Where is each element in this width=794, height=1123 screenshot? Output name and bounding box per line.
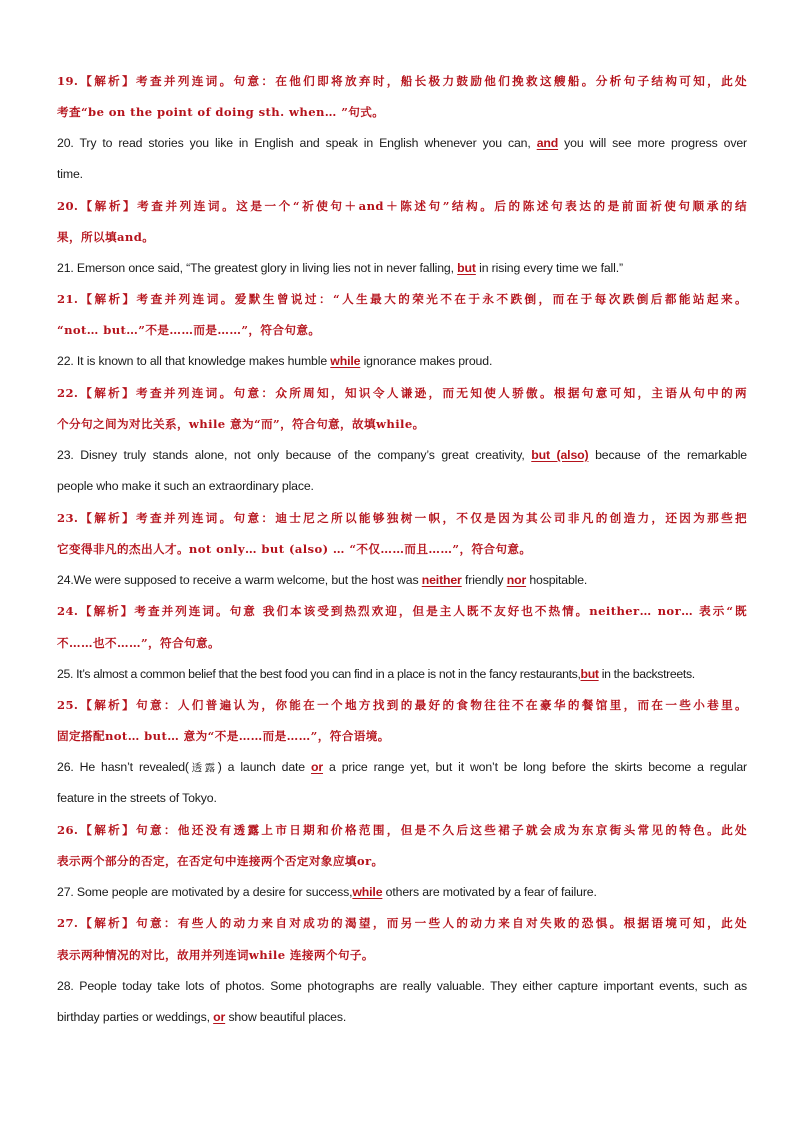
question-23-line2: people who make it such an extraordinary place. bbox=[57, 479, 314, 493]
answer-21: but bbox=[457, 261, 476, 275]
answer-23: but (also) bbox=[531, 448, 589, 462]
question-22-line1: 22. It is known to all that knowledge makes humble while ignorance makes proud. bbox=[57, 354, 493, 368]
question-26-line2: feature in the streets of Tokyo. bbox=[57, 791, 217, 805]
answer-22: while bbox=[330, 354, 361, 368]
explanation-24-line2: 不……也不……”，符合句意。 bbox=[57, 636, 220, 650]
answer-25: but bbox=[580, 667, 599, 681]
explanation-20-line2: 果，所以填and。 bbox=[57, 230, 155, 244]
answer-26: or bbox=[311, 760, 324, 774]
question-20-line2: time. bbox=[57, 167, 83, 181]
answer-27: while bbox=[352, 885, 383, 899]
question-28-line1: 28. People today take lots of photos. Some photographs are really valuable. They either capture important events, such as bbox=[57, 979, 747, 993]
explanation-19-line2: 考查“be on the point of doing sth. when… ”句式。 bbox=[57, 105, 385, 119]
explanation-26-line2: 表示两个部分的否定，在否定句中连接两个否定对象应填or。 bbox=[57, 854, 384, 868]
explanation-22-line2: 个分句之间为对比关系，while 意为“而”，符合句意，故填while。 bbox=[57, 417, 425, 431]
explanation-23-line1: 23.【解析】考查并列连词。句意：迪士尼之所以能够独树一帜，不仅是因为其公司非凡的创造力，还因为那些把 bbox=[57, 511, 747, 525]
question-28-line2: birthday parties or weddings, or show beautiful places. bbox=[57, 1010, 347, 1024]
explanation-20-line1: 20.【解析】考查并列连词。这是一个“祈使句＋and＋陈述句”结构。后的陈述句表达的是前面祈使句顺承的结 bbox=[57, 199, 747, 213]
explanation-25-line1: 25.【解析】句意：人们普遍认为，你能在一个地方找到的最好的食物往往不在豪华的餐馆里，而在一些小巷里。 bbox=[57, 698, 747, 712]
explanation-24-line1: 24.【解析】考查并列连词。句意 我们本该受到热烈欢迎，但是主人既不友好也不热情。neither… nor… 表示“既 bbox=[57, 604, 747, 618]
explanation-27-line1: 27.【解析】句意：有些人的动力来自对成功的渴望，而另一些人的动力来自对失败的恐惧。根据语境可知，此处 bbox=[57, 916, 747, 930]
question-23-line1: 23. Disney truly stands alone, not only because of the company’s great creativity, but (also) because of the remarkable bbox=[57, 448, 747, 462]
explanation-27-line2: 表示两种情况的对比，故用并列连词while 连接两个句子。 bbox=[57, 948, 374, 962]
explanation-23-line2: 它变得非凡的杰出人才。not only… but (also) … “不仅……而且……”，符合句意。 bbox=[57, 542, 532, 556]
explanation-22-line1: 22.【解析】考查并列连词。句意：众所周知，知识令人谦逊，而无知使人骄傲。根据句意可知，主语从句中的两 bbox=[57, 386, 747, 400]
question-27-line1: 27. Some people are motivated by a desire for success,while others are motivated by a fear of failure. bbox=[57, 885, 597, 899]
explanation-21-line1: 21.【解析】考查并列连词。爱默生曾说过：“人生最大的荣光不在于永不跌倒，而在于每次跌倒后都能站起来。 bbox=[57, 292, 747, 306]
question-26-line1: 26. He hasn’t revealed(透露) a launch date or a price range yet, but it won’t be long before the skirts become a regular bbox=[57, 760, 747, 774]
explanation-25-line2: 固定搭配not… but… 意为“不是……而是……”，符合语境。 bbox=[57, 729, 390, 743]
answer-28: or bbox=[213, 1010, 226, 1024]
answer-20: and bbox=[536, 136, 559, 150]
question-21-line1: 21. Emerson once said, “The greatest glory in living lies not in never falling, but in rising every time we fall.” bbox=[57, 261, 623, 275]
explanation-19-line1: 19.【解析】考查并列连词。句意：在他们即将放弃时，船长极力鼓励他们挽救这艘船。分析句子结构可知，此处 bbox=[57, 74, 747, 88]
question-20-line1: 20. Try to read stories you like in English and speak in English whenever you can, and you will see more progress over bbox=[57, 136, 747, 150]
explanation-26-line1: 26.【解析】句意：他还没有透露上市日期和价格范围，但是不久后这些裙子就会成为东京街头常见的特色。此处 bbox=[57, 823, 747, 837]
question-25-line1: 25. It’s almost a common belief that the best food you can find in a place is not in the fancy restaurants,but in the backstreets. bbox=[57, 667, 695, 681]
explanation-21-line2: “not… but…”不是……而是……”，符合句意。 bbox=[57, 323, 321, 337]
answer-24a: neither bbox=[421, 573, 462, 587]
note-26: 透露 bbox=[188, 762, 218, 774]
question-24-line1: 24.We were supposed to receive a warm welcome, but the host was neither friendly nor hospitable. bbox=[57, 573, 588, 587]
answer-24b: nor bbox=[506, 573, 527, 587]
